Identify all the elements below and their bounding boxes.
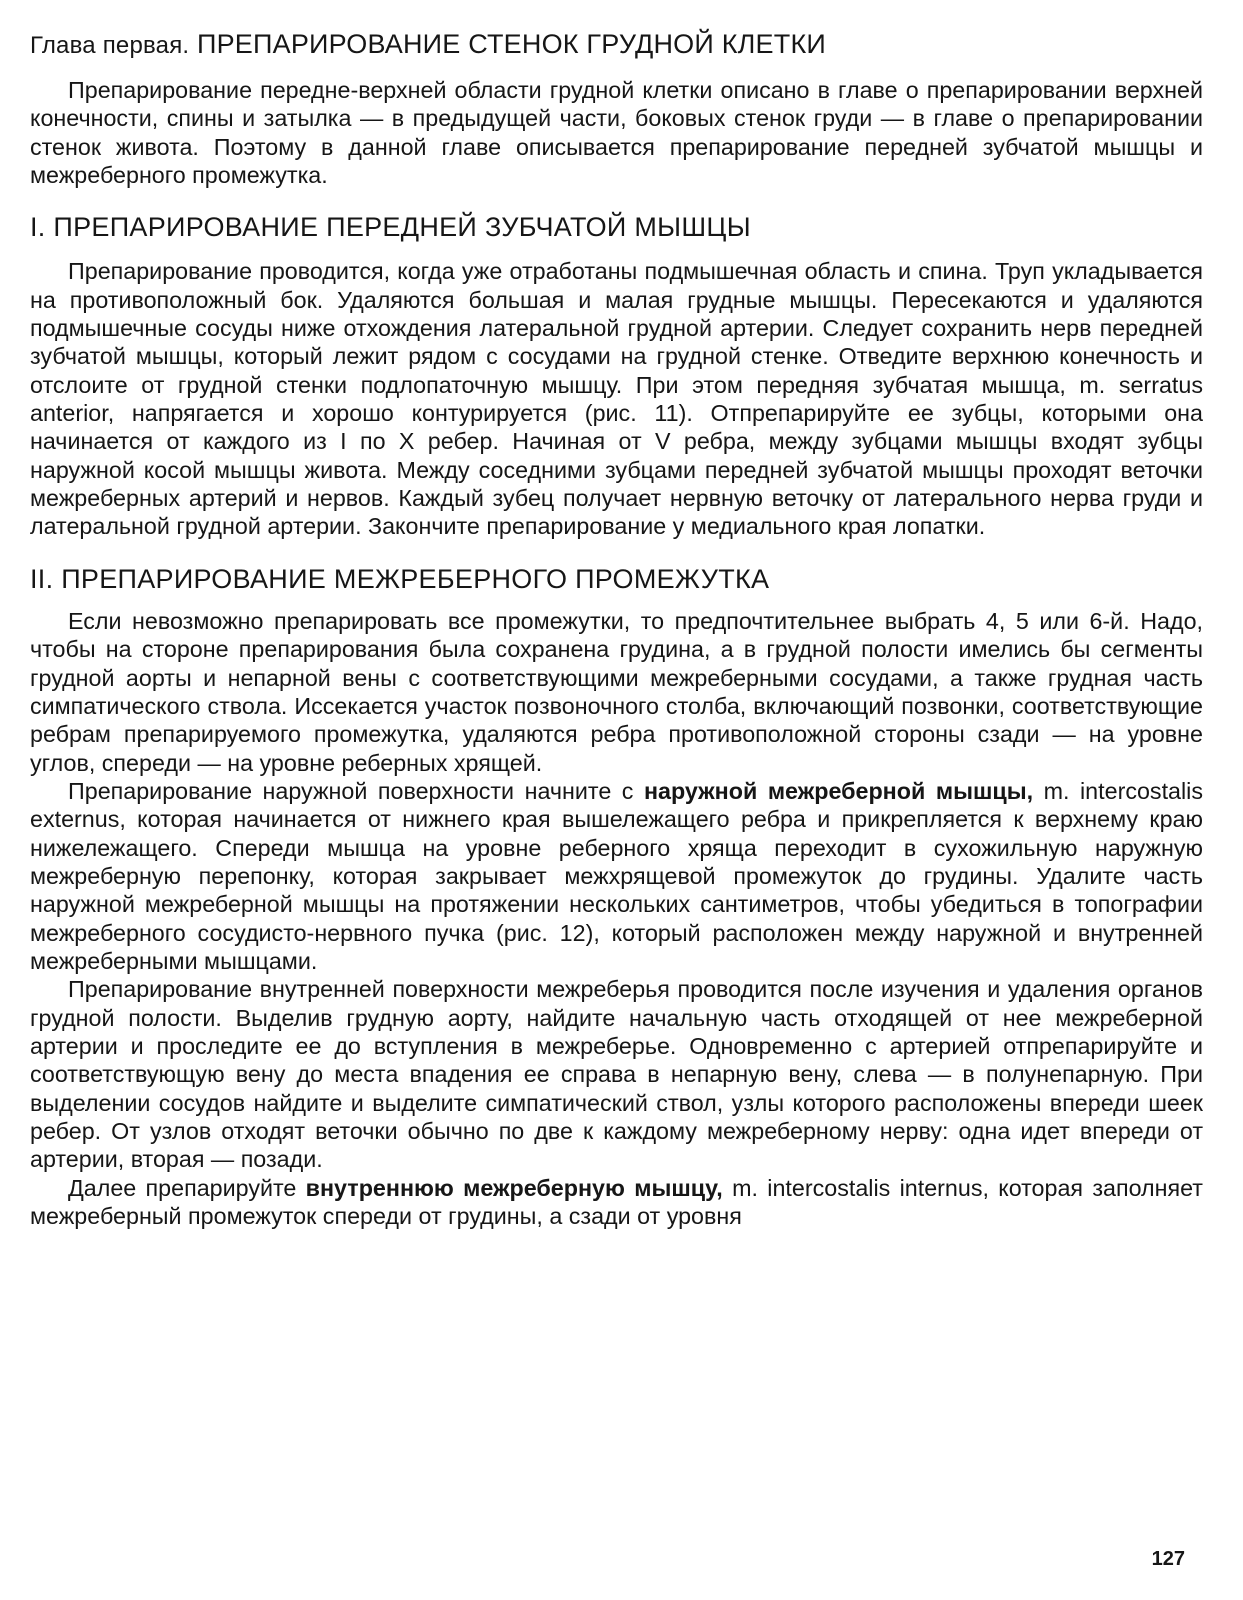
p2-text-before: Препарирование наружной поверхности начните с: [68, 777, 644, 804]
p4-bold-term: внутреннюю межреберную мышцу,: [305, 1174, 723, 1201]
intro-paragraph: Препарирование передне-верхней области грудной клетки описано в главе о препарировании верхней конечности, спины и затылка — в предыдущей части, боковых стенок груди — в главе о препарировании стенок живота. Поэтому в данной главе описывается препарирование передней зубчатой мышцы и межреберного промежутка.: [30, 77, 1203, 189]
chapter-heading: [30, 24, 1203, 66]
chapter-label: Глава первая.: [30, 32, 190, 59]
p4-text-before: Далее препарируйте: [68, 1174, 306, 1201]
section2-paragraph-1: Если невозможно препарировать все промежутки, то предпочтительнее выбрать 4, 5 или 6-й. Надо, чтобы на стороне препарирования была сохранена грудина, а в грудной полости имелись бы сегменты грудной аорты и непарной вены с соответствующими межреберными сосудами, а также грудная часть симпатического ствола. Иссекается участок позвоночного столба, включающий позвонки, соответствующие ребрам препарируемого промежутка, удаляются ребра противоположной стороны сзади — на уровне углов, спереди — на уровне реберных хрящей.: [30, 607, 1203, 776]
chapter-title: ПРЕПАРИРОВАНИЕ СТЕНОК ГРУДНОЙ КЛЕТКИ: [196, 29, 826, 59]
section2-title: II. ПРЕПАРИРОВАНИЕ МЕЖРЕБЕРНОГО ПРОМЕЖУТКА: [30, 563, 770, 594]
section2-paragraph-4: [30, 1174, 1203, 1231]
p2-bold-term: наружной межреберной мышцы,: [643, 777, 1034, 804]
section2-paragraph-3: Препарирование внутренней поверхности межреберья проводится после изучения и удаления органов грудной полости. Выделив грудную аорту, найдите начальную часть отходящей от нее межреберной артерии и проследите ее до вступления в межреберье. Одновременно с артерией отпрепарируйте и соответствующую вену до места впадения ее справа в непарную вену, слева — в полунепарную. При выделении сосудов найдите и выделите симпатический ствол, узлы которого расположены впереди шеек ребер. От узлов отходят веточки обычно по две к каждому межреберному нерву: одна идет впереди от артерии, вторая — позади.: [30, 976, 1203, 1173]
p2-text-after: m. intercostalis externus, которая начинается от нижнего края вышележащего ребра и прикрепляется к верхнему краю нижележащего. Спереди мышца на уровне реберного хряща переходит в сухожильную наружную межреберную перепонку, которая закрывает межхрящевой промежуток до грудины. Удалите часть наружной межреберной мышцы на протяжении нескольких сантиметров, чтобы убедиться в топографии межреберного сосудисто-нервного пучка (рис. 12), который расположен между наружной и внутренней межреберными мышцами.: [30, 777, 1204, 974]
section1-paragraph: Препарирование проводится, когда уже отработаны подмышечная область и спина. Труп укладывается на противоположный бок. Удаляются большая и малая грудные мышцы. Пересекаются и удаляются подмышечные сосуды ниже отхождения латеральной грудной артерии. Следует сохранить нерв передней зубчатой мышцы, который лежит рядом с сосудами на грудной стенке. Отведите верхнюю конечность и отслоите от грудной стенки подлопаточную мышцу. При этом передняя зубчатая мышца, m. serratus anterior, напрягается и хорошо контурируется (рис. 11). Отпрепарируйте ее зубцы, которыми она начинается от каждого из I по X ребер. Начиная от V ребра, между зубцами мышцы входят зубцы наружной косой мышцы живота. Между соседними зубцами передней зубчатой мышцы проходят веточки межреберных артерий и нервов. Каждый зубец получает нервную веточку от латерального нерва груди и латеральной грудной артерии. Закончите препарирование у медиального края лопатки.: [30, 258, 1203, 540]
section1-title: I. ПРЕПАРИРОВАНИЕ ПЕРЕДНЕЙ ЗУБЧАТОЙ МЫШЦЫ: [30, 212, 751, 243]
p4-text-after: m. intercostalis internus, которая заполняет межреберный промежуток спереди от грудины, а сзади от уровня: [30, 1174, 1203, 1230]
page-number: 127: [1151, 1548, 1185, 1570]
section2-paragraph-2: [30, 777, 1203, 975]
